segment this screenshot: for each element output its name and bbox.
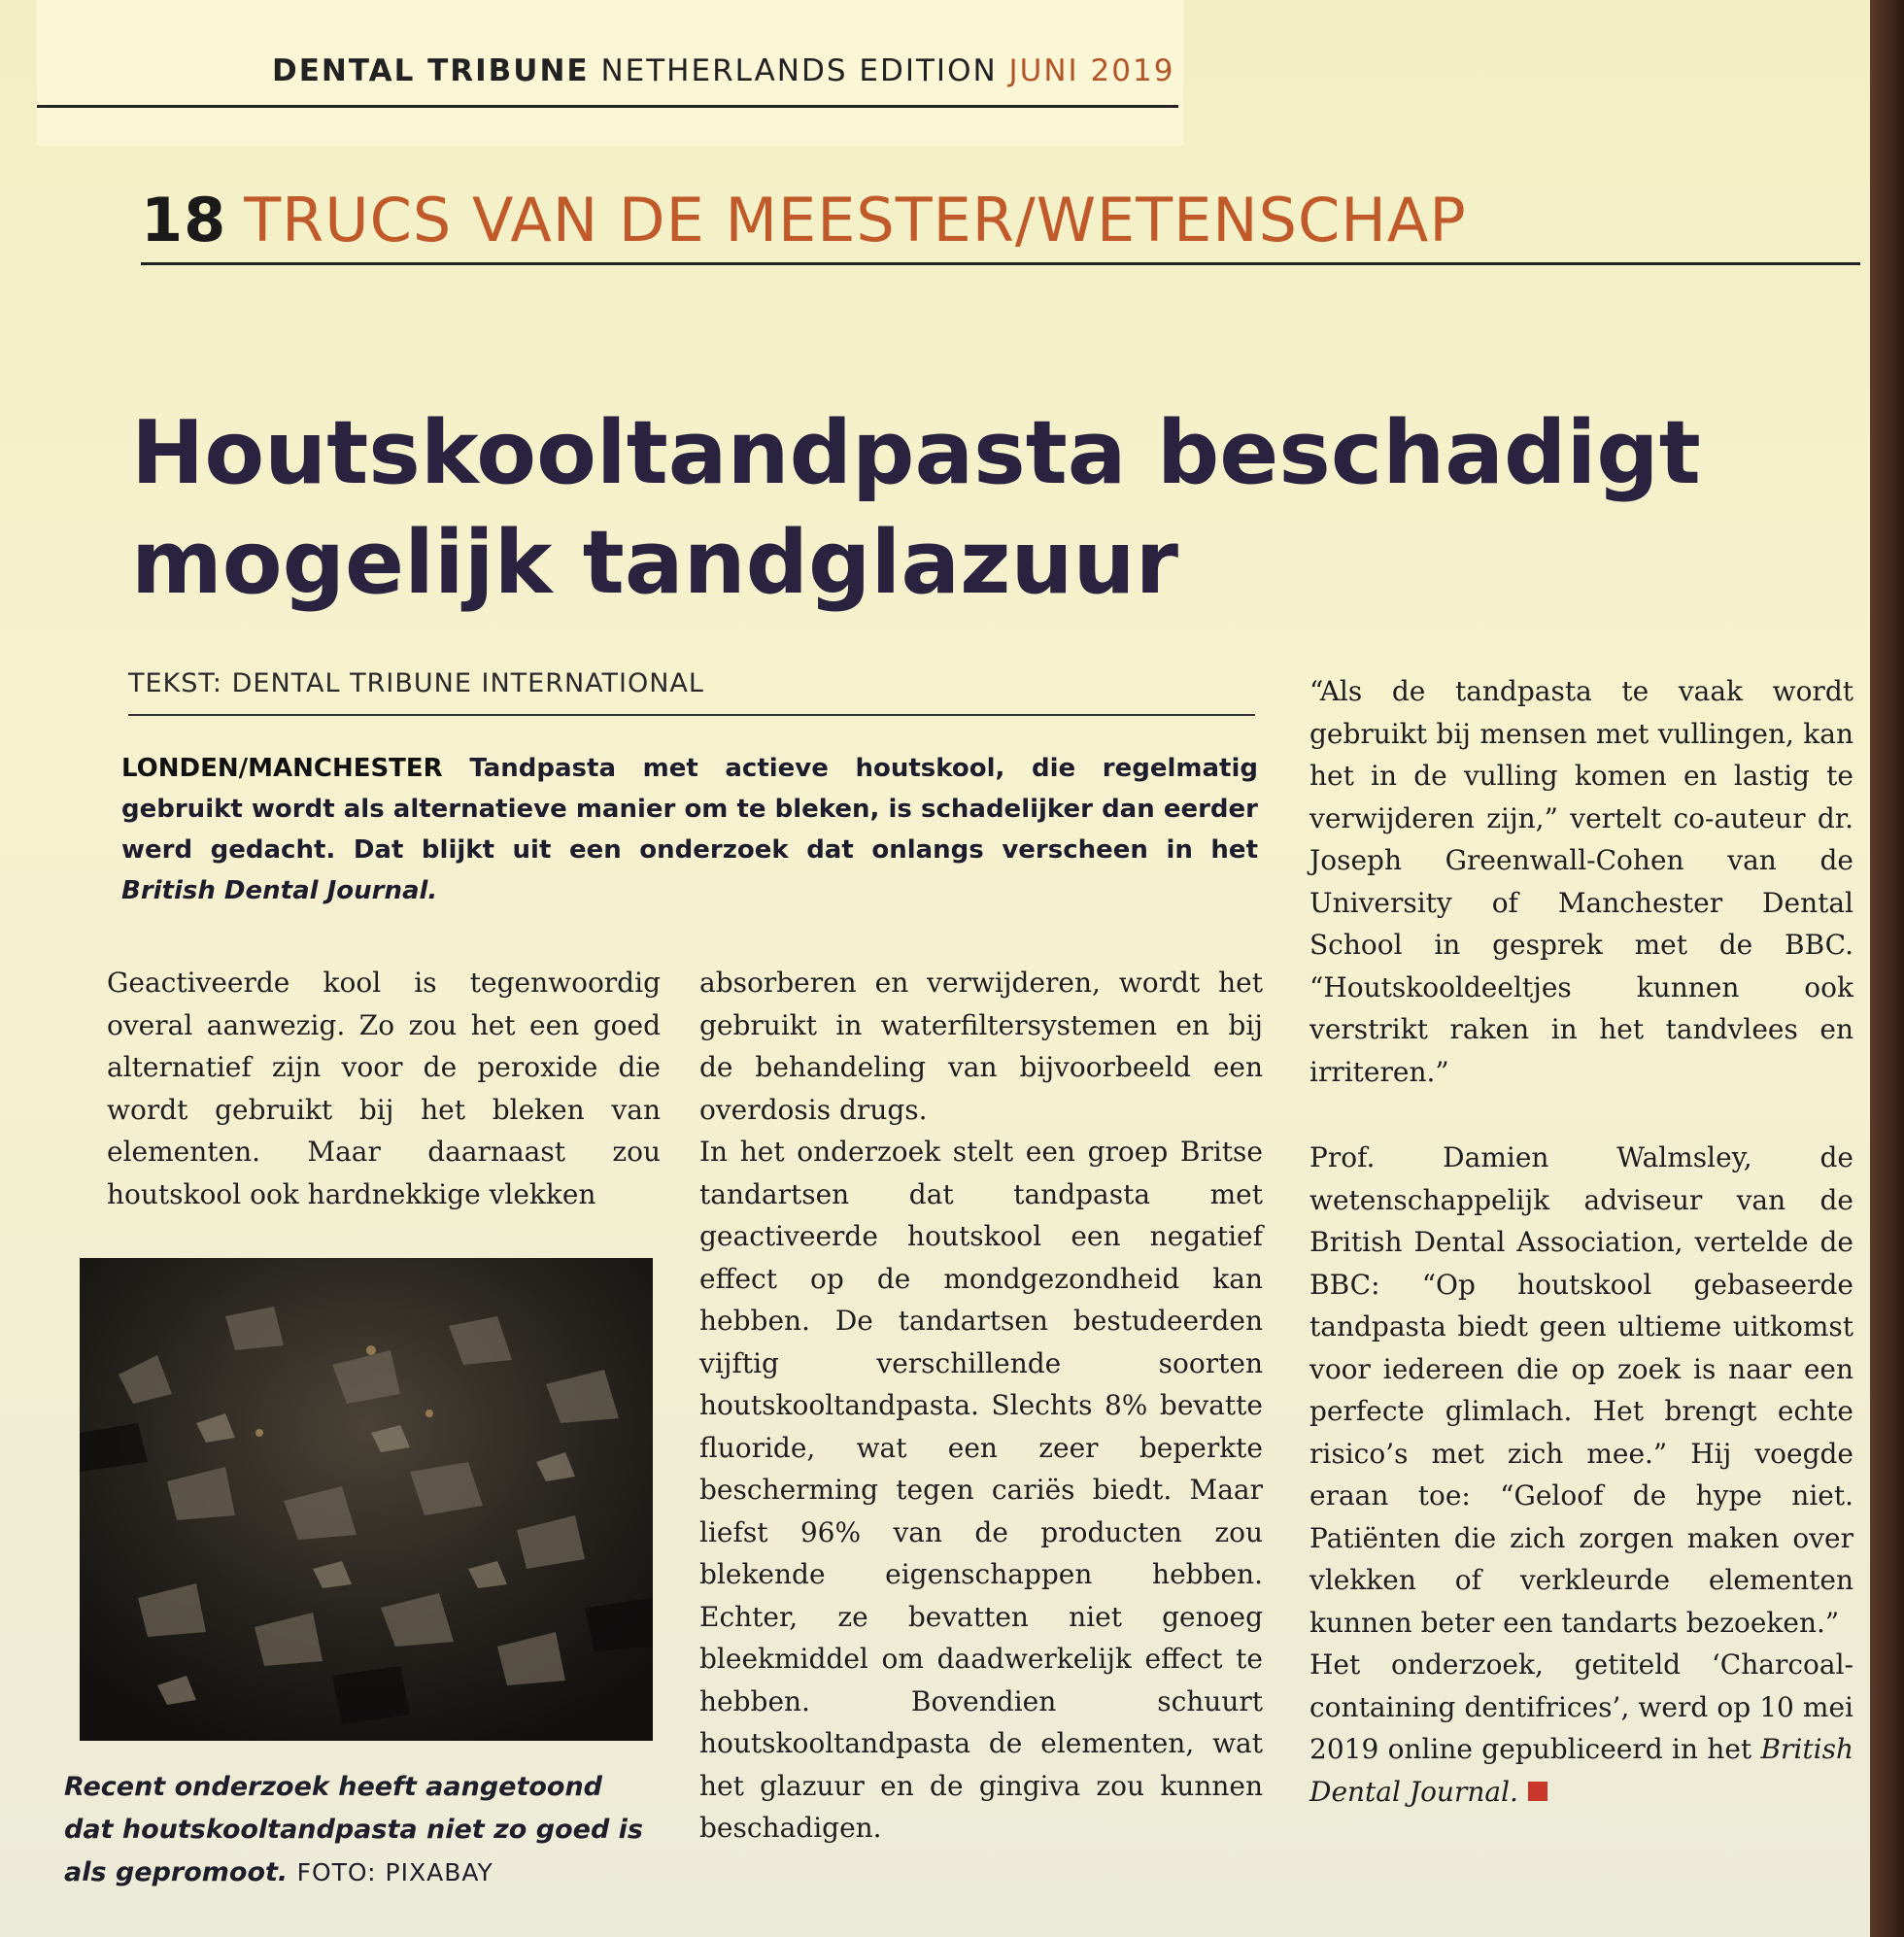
byline: TEKST: DENTAL TRIBUNE INTERNATIONAL <box>128 668 704 698</box>
dateline: LONDEN/MANCHESTER <box>121 754 443 783</box>
paragraph: In het onderzoek stelt een groep Britse tandartsen dat tandpasta met geactiveerde houtskool een negatief effect op de mondgezondheid kan hebben. De tandartsen bestudeerden vijftig verschillende soorten houtskooltandpasta. Slechts 8% bevatte fluoride, wat een zeer beperkte bescherming tegen cariës biedt. Maar liefst 96% van de producten zou blekende eigenschappen hebben. Echter, ze bevatten niet genoeg bleekmiddel om daadwerkelijk effect te hebben. Bovendien schuurt houtskooltandpasta de elementen, wat het glazuur en de gingiva zou kunnen beschadigen. <box>699 1136 1263 1844</box>
paragraph: Prof. Damien Walmsley, de wetenschappelijk adviseur van de British Dental Association, vertelde de BBC: “Op houtskool gebaseerde tandpasta biedt geen ultieme uitkomst voor iedereen die op zoek is naar een perfecte glimlach. Het brengt echte risico’s met zich mee.” Hij voegde eraan toe: “Geloof de hype niet. Patiënten die zich zorgen maken over vlekken of verkleurde elementen kunnen beter een tandarts bezoeken.” <box>1309 1141 1853 1639</box>
lead-text: Tandpasta met actieve houtskool, die regelmatig gebruikt wordt als alternatieve manier om te bleken, is schadelijker dan eerder werd gedacht. Dat blijkt uit een onderzoek dat onlangs verscheen in het <box>121 754 1258 865</box>
caption-text: Recent onderzoek heeft aangetoond dat houtskooltandpasta niet zo goed is als gepromoot. <box>64 1772 643 1887</box>
paragraph-final <box>1309 1644 1853 1813</box>
masthead-rule <box>37 105 1178 108</box>
paragraph-gap <box>1309 1093 1853 1137</box>
lead-paragraph <box>121 748 1258 911</box>
charcoal-image <box>80 1258 653 1741</box>
byline-rule <box>128 714 1255 716</box>
charcoal-photo <box>80 1258 653 1741</box>
page-number: 18 <box>141 185 227 255</box>
masthead-edition: NETHERLANDS EDITION <box>600 53 998 88</box>
paragraph: absorberen en verwijderen, wordt het gebruikt in waterfiltersystemen en bij de behandeling van bijvoorbeeld een overdosis drugs. <box>699 967 1263 1126</box>
table-surface <box>1870 0 1904 1937</box>
journal-name: British Dental Journal. <box>121 876 438 905</box>
photo-credit: FOTO: PIXABAY <box>296 1858 493 1886</box>
masthead-date: JUNI 2019 <box>1008 53 1175 88</box>
photo-caption <box>64 1766 647 1894</box>
end-of-article-mark <box>1528 1782 1547 1801</box>
journal-name: British Dental Journal. <box>1309 1733 1853 1808</box>
masthead-brand: DENTAL TRIBUNE <box>272 53 590 88</box>
column-1 <box>107 962 661 1215</box>
section-rule <box>141 262 1860 265</box>
section-title: TRUCS VAN DE MEESTER/WETENSCHAP <box>244 185 1467 255</box>
column-2 <box>699 962 1263 1850</box>
headline: Houtskooltandpasta beschadigt mogelijk tandglazuur <box>131 402 1701 614</box>
paragraph: “Als de tandpasta te vaak wordt gebruikt bij mensen met vullingen, kan het in de vulling komen en lastig te verwijderen zijn,” vertelt co-auteur dr. Joseph Greenwall-Cohen van de University of Manchester Dental School in gesprek met de BBC. “Houtskooldeeltjes kunnen ook verstrikt raken in het tandvlees en irriteren.” <box>1309 675 1853 1088</box>
masthead <box>272 53 1174 88</box>
paragraph: Geactiveerde kool is tegenwoordig overal aanwezig. Zo zou het een goed alternatief zijn voor de peroxide die wordt gebruikt bij het bleken van elementen. Maar daarnaast zou houtskool ook hardnekkige vlekken <box>107 967 661 1210</box>
section-header <box>141 185 1467 255</box>
column-3 <box>1309 670 1853 1813</box>
paragraph-text: Het onderzoek, getiteld ‘Charcoal-containing dentifrices’, werd op 10 mei 2019 online gepubliceerd in het <box>1309 1648 1853 1765</box>
